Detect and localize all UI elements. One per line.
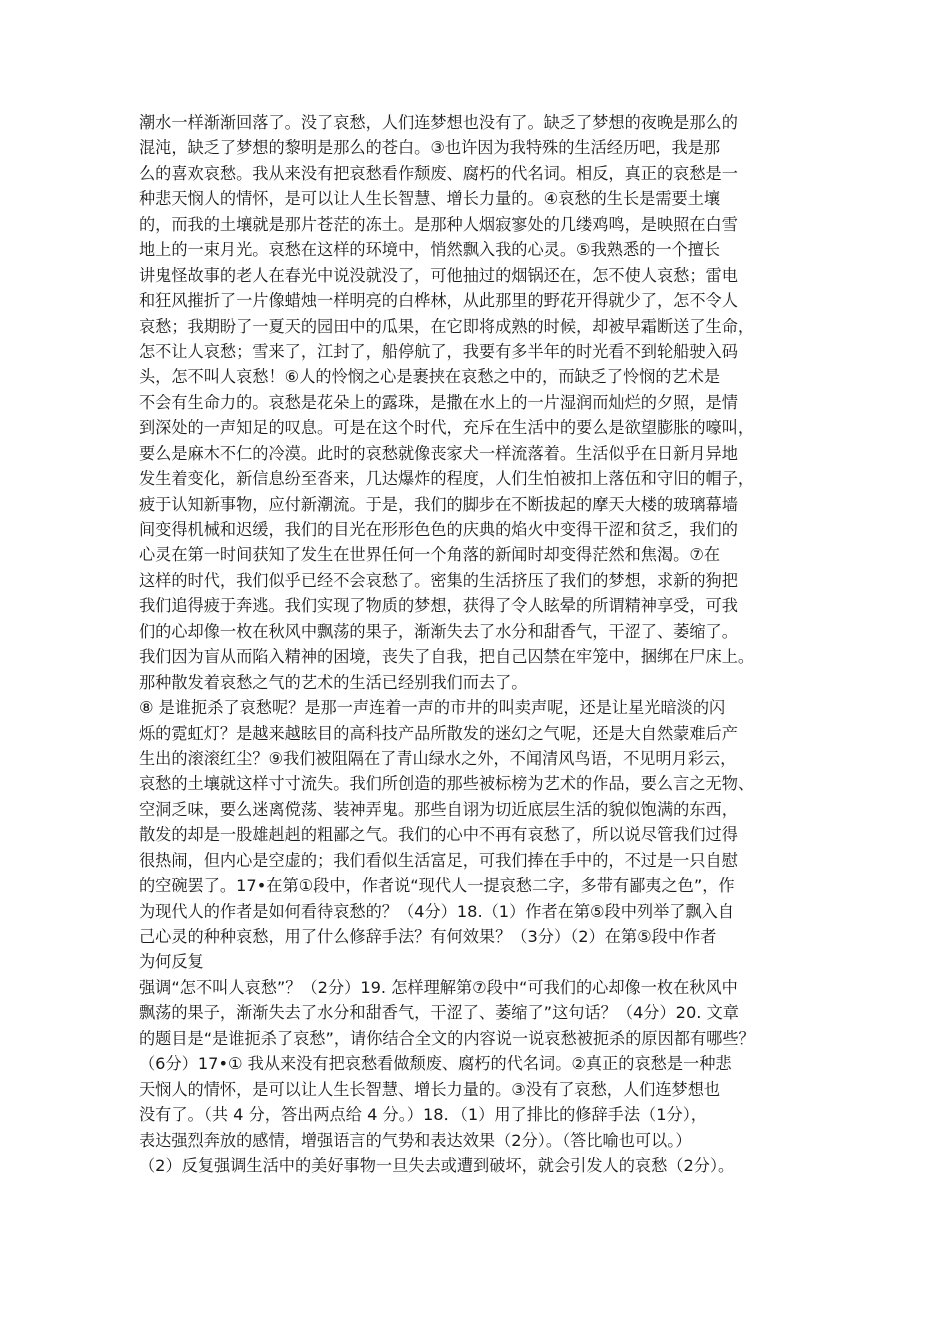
text-line-17: 间变得机械和迟缓，我们的目光在形形色色的庆典的焰火中变得干涩和贫乏，我们的 (139, 520, 738, 539)
body-text (139, 110, 829, 1178)
text-line-23: 那种散发着哀愁之气的艺术的生活已经别我们而去了。 (139, 672, 528, 692)
text-line-3: 么的喜欢哀愁。我从来没有把哀愁看作颓废、腐朽的代名词。相反，真正的哀愁是一 (139, 163, 738, 183)
text-line-28: 空洞乏味，要么迷离傥荡、装神弄鬼。那些自诩为切近底层生活的貌似饱满的东西， (139, 799, 738, 819)
text-line-1: 潮水一样渐渐回落了。没了哀愁，人们连梦想也没有了。缺乏了梦想的夜晚是那么的 (139, 113, 738, 132)
text-line-14: 要么是麻木不仁的冷漠。此时的哀愁就像丧家犬一样流落着。生活似乎在日新月异地 (139, 443, 738, 463)
text-line-20: 我们追得疲于奔逃。我们实现了物质的梦想，获得了令人眩晕的所谓精神享受，可我 (139, 596, 738, 616)
text-line-22: 我们因为盲从而陷入精神的困境，丧失了自我，把自己囚禁在牢笼中，捆绑在尸床上。 (139, 647, 755, 667)
text-line-26: 生出的滚滚红尘？⑨我们被阻隔在了青山绿水之外，不闻清风鸟语，不见明月彩云， (139, 748, 737, 768)
text-line-21: 们的心却像一枚在秋风中飘荡的果子，渐渐失去了水分和甜香气，干涩了、萎缩了。 (139, 621, 738, 641)
text-line-12: 不会有生命力的。哀愁是花朵上的露珠，是撒在水上的一片湿润而灿烂的夕照，是情 (139, 392, 738, 412)
text-line-24: ⑧ 是谁扼杀了哀愁呢？是那一声连着一声的市井的叫卖声呢，还是让星光暗淡的闪 (139, 698, 726, 718)
text-line-37: 的题目是“是谁扼杀了哀愁”，请你结合全文的内容说一说哀愁被扼杀的原因都有哪些？ (139, 1028, 755, 1048)
text-line-10: 怎不让人哀愁；雪来了，江封了，船停航了，我要有多半年的时光看不到轮船驶入码 (139, 341, 738, 361)
text-line-34: 为何反复 (139, 952, 204, 972)
text-line-41: 表达强烈奔放的感情，增强语言的气势和表达效果（2分）。（答比喻也可以。） (139, 1130, 692, 1150)
text-line-35: 强调“怎不叫人哀愁”？（2分）19. 怎样理解第⑦段中“可我们的心却像一枚在秋风中 (139, 977, 738, 997)
text-line-25: 烁的霓虹灯？是越来越眩目的高科技产品所散发的迷幻之气呢，还是大自然蒙难后产 (139, 723, 738, 743)
text-line-15: 发生着变化，新信息纷至沓来，几达爆炸的程度，人们生怕被扣上落伍和守旧的帽子， (139, 469, 755, 489)
text-line-5: 的，而我的土壤就是那片苍茫的冻土。是那种人烟寂寥处的几缕鸡鸣，是映照在白雪 (139, 214, 738, 234)
text-line-40: 没有了。（共 4 分，答出两点给 4 分。）18．（1）用了排比的修辞手法（1分）， (139, 1105, 707, 1125)
text-line-31: 的空碗罢了。17•在第①段中，作者说“现代人一提哀愁二字，多带有鄙夷之色”，作 (139, 876, 735, 896)
text-line-4: 种悲天悯人的情怀，是可以让人生长智慧、增长力量的。④哀愁的生长是需要土壤 (139, 189, 721, 209)
text-line-29: 散发的却是一股雄赳赳的粗鄙之气。我们的心中不再有哀愁了，所以说尽管我们过得 (139, 825, 738, 845)
text-line-18: 心灵在第一时间获知了发生在世界任何一个角落的新闻时却变得茫然和焦渴。⑦在 (139, 545, 721, 565)
text-line-19: 这样的时代，我们似乎已经不会哀愁了。密集的生活挤压了我们的梦想，求新的狗把 (139, 570, 738, 590)
text-line-42: （2）反复强调生活中的美好事物一旦失去或遭到破坏，就会引发人的哀愁（2分）。 (139, 1155, 735, 1175)
text-line-13: 到深处的一声知足的叹息。可是在这个时代，充斥在生活中的要么是欲望膨胀的嚎叫， (139, 418, 755, 438)
text-line-9: 哀愁；我期盼了一夏天的园田中的瓜果，在它即将成熟的时候，却被早霜断送了生命， (139, 316, 755, 336)
text-line-32: 为现代人的作者是如何看待哀愁的？（4分）18.（1）作者在第⑤段中列举了飘入自 (139, 901, 735, 921)
text-line-33: 己心灵的种种哀愁，用了什么修辞手法？有何效果？（3分）（2）在第⑤段中作者 (139, 927, 717, 946)
text-line-38: （6分）17•① 我从来没有把哀愁看做颓废、腐朽的代名词。②真正的哀愁是一种悲 (139, 1054, 732, 1074)
text-line-16: 疲于认知新事物，应付新潮流。于是，我们的脚步在不断拔起的摩天大楼的玻璃幕墙 (139, 494, 738, 514)
text-line-8: 和狂风摧折了一片像蜡烛一样明亮的白桦林，从此那里的野花开得就少了，怎不令人 (139, 291, 738, 311)
text-line-27: 哀愁的土壤就这样寸寸流失。我们所创造的那些被标榜为艺术的作品，要么言之无物、 (139, 774, 755, 794)
text-line-36: 飘荡的果子，渐渐失去了水分和甜香气，干涩了、萎缩了”这句话？（4分）20. 文章 (139, 1003, 739, 1023)
text-line-6: 地上的一束月光。哀愁在这样的环境中，悄然飘入我的心灵。⑤我熟悉的一个擅长 (139, 240, 721, 260)
text-line-11: 头，怎不叫人哀愁！⑥人的怜悯之心是裹挟在哀愁之中的，而缺乏了怜悯的艺术是 (139, 367, 721, 387)
text-line-7: 讲鬼怪故事的老人在春光中说没就没了，可他抽过的烟锅还在，怎不使人哀愁；雷电 (139, 265, 738, 285)
text-line-39: 天悯人的情怀，是可以让人生长智慧、增长力量的。③没有了哀愁，人们连梦想也 (139, 1079, 721, 1099)
text-line-2: 混沌，缺乏了梦想的黎明是那么的苍白。③也许因为我特殊的生活经历吧，我是那 (139, 138, 721, 158)
text-line-30: 很热闹，但内心是空虚的；我们看似生活富足，可我们捧在手中的，不过是一只自慰 (139, 850, 738, 870)
document-page (139, 110, 829, 1178)
